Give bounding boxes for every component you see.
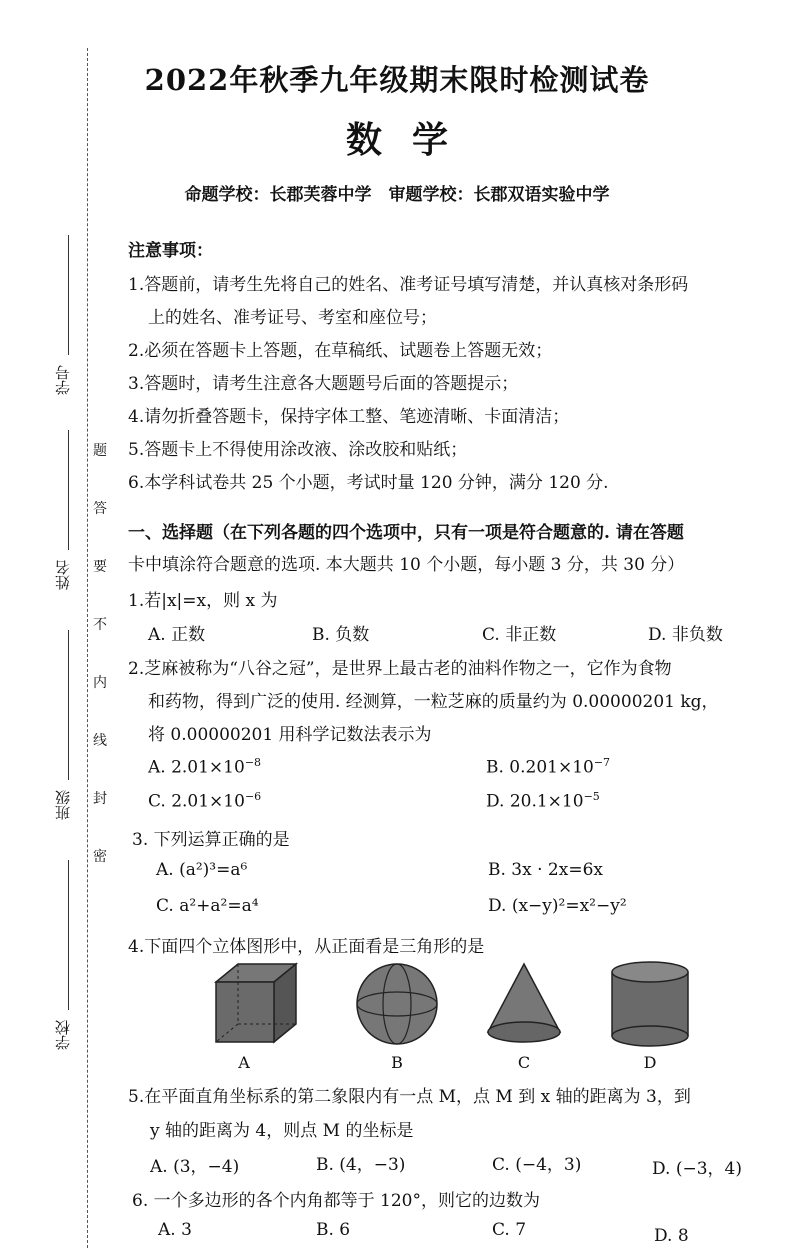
option-text: A. 2.01×10 [148, 757, 245, 778]
question-3-option-b[interactable]: B. 3x · 2x=6x [488, 860, 603, 880]
field-name-label: 姓名 [54, 560, 72, 590]
question-2-stem-cont: 和药物，得到广泛的使用. 经测算，一粒芝麻的质量约为 0.00000201 kg， [148, 692, 719, 712]
question-2-option-d[interactable] [486, 790, 600, 812]
option-exponent: −7 [593, 756, 611, 769]
seal-text [93, 440, 109, 866]
exam-subject: 数学 [345, 119, 478, 161]
seal-char: 不 [93, 617, 107, 633]
seal-char: 题 [93, 443, 107, 459]
question-1-option-d[interactable]: D. 非负数 [648, 625, 723, 645]
question-4-stem: 4.下面四个立体图形中，从正面看是三角形的是 [128, 937, 485, 957]
figure-label-a: A [238, 1053, 250, 1072]
cone-figure[interactable] [488, 964, 560, 1042]
figure-label-d: D [643, 1053, 657, 1072]
question-1-option-b[interactable]: B. 负数 [312, 625, 370, 645]
option-exponent: −8 [244, 756, 262, 769]
field-name-line[interactable] [68, 430, 69, 550]
question-6-option-b[interactable]: B. 6 [316, 1220, 351, 1240]
question-1-option-c[interactable]: C. 非正数 [482, 625, 557, 645]
question-6-option-d[interactable]: D. 8 [654, 1226, 689, 1246]
question-6-option-c[interactable]: C. 7 [492, 1220, 527, 1240]
notice-item: 5.答题卡上不得使用涂改液、涂改胶和贴纸； [128, 440, 468, 460]
field-student-id-label: 学号 [54, 365, 72, 395]
question-5-option-c[interactable]: C. (−4，3) [492, 1155, 582, 1175]
question-6-stem: 6. 一个多边形的各个内角都等于 120°，则它的边数为 [132, 1191, 540, 1211]
cylinder-figure[interactable] [612, 962, 688, 1046]
question-1-stem: 1.若|x|=x，则 x 为 [128, 591, 278, 611]
notice-item: 6.本学科试卷共 25 个小题，考试时量 120 分钟，满分 120 分. [128, 473, 609, 493]
question-3-option-d[interactable]: D. (x−y)²=x²−y² [488, 896, 627, 916]
question-2-stem: 2.芝麻被称为“八谷之冠”，是世界上最古老的油料作物之一，它作为食物 [128, 659, 672, 679]
notice-item: 上的姓名、准考证号、考室和座位号； [148, 308, 437, 328]
question-1-option-a[interactable]: A. 正数 [148, 625, 206, 645]
question-2-option-b[interactable] [486, 756, 610, 778]
question-2-stem-cont: 将 0.00000201 用科学记数法表示为 [148, 725, 432, 745]
seal-char: 线 [93, 733, 107, 749]
field-class-line[interactable] [68, 630, 69, 780]
section-heading: 一、选择题（在下列各题的四个选项中，只有一项是符合题意的. 请在答题 [128, 523, 684, 543]
notice-heading: 注意事项： [128, 241, 213, 261]
section-heading-cont: 卡中填涂符合题意的选项. 本大题共 10 个小题，每小题 3 分，共 30 分） [128, 555, 685, 575]
field-school-label: 学校 [54, 1020, 72, 1050]
question-3-option-c[interactable]: C. a²+a²=a⁴ [156, 896, 259, 916]
question-5-option-b[interactable]: B. (4，−3) [316, 1155, 406, 1175]
question-5-option-d[interactable]: D. (−3，4) [652, 1159, 742, 1179]
seal-char: 内 [93, 675, 107, 691]
field-school-line[interactable] [68, 860, 69, 1010]
option-exponent: −6 [244, 790, 262, 803]
seal-char: 答 [93, 501, 107, 517]
option-text: D. 20.1×10 [486, 791, 584, 812]
exam-title: 2022年秋季九年级期末限时检测试卷 [144, 63, 650, 97]
question-3-stem: 3. 下列运算正确的是 [132, 830, 290, 850]
seal-char: 要 [93, 559, 107, 575]
notice-item: 4.请勿折叠答题卡，保持字体工整、笔迹清晰、卡面清洁； [128, 407, 570, 427]
field-student-id-line[interactable] [68, 235, 69, 355]
question-2-option-a[interactable] [148, 756, 261, 778]
question-5-stem: 5.在平面直角坐标系的第二象限内有一点 M，点 M 到 x 轴的距离为 3，到 [128, 1087, 691, 1107]
question-6-option-a[interactable]: A. 3 [158, 1220, 192, 1240]
sphere-figure[interactable] [357, 964, 437, 1044]
seal-dashed-line [87, 48, 88, 1248]
seal-char: 密 [93, 849, 107, 865]
cube-figure[interactable] [216, 964, 296, 1042]
notice-item: 2.必须在答题卡上答题，在草稿纸、试题卷上答题无效； [128, 341, 553, 361]
figure-label-b: B [391, 1053, 403, 1072]
question-5-stem-cont: y 轴的距离为 4，则点 M 的坐标是 [150, 1121, 414, 1141]
option-text: B. 0.201×10 [486, 757, 594, 778]
solid-figures [200, 960, 720, 1050]
question-3-option-a[interactable]: A. (a²)³=a⁶ [156, 860, 248, 880]
seal-char: 封 [93, 791, 107, 807]
figure-label-c: C [517, 1053, 531, 1072]
notice-item: 3.答题时，请考生注意各大题题号后面的答题提示； [128, 374, 519, 394]
notice-item: 1.答题前，请考生先将自己的姓名、准考证号填写清楚，并认真核对条形码 [128, 275, 689, 295]
option-exponent: −5 [583, 790, 600, 803]
option-text: C. 2.01×10 [148, 791, 245, 812]
question-2-option-c[interactable] [148, 790, 261, 812]
question-5-option-a[interactable]: A. (3，−4) [150, 1157, 240, 1177]
field-class-label: 班级 [54, 790, 72, 820]
exam-schools: 命题学校：长郡芙蓉中学 审题学校：长郡双语实验中学 [184, 185, 610, 205]
